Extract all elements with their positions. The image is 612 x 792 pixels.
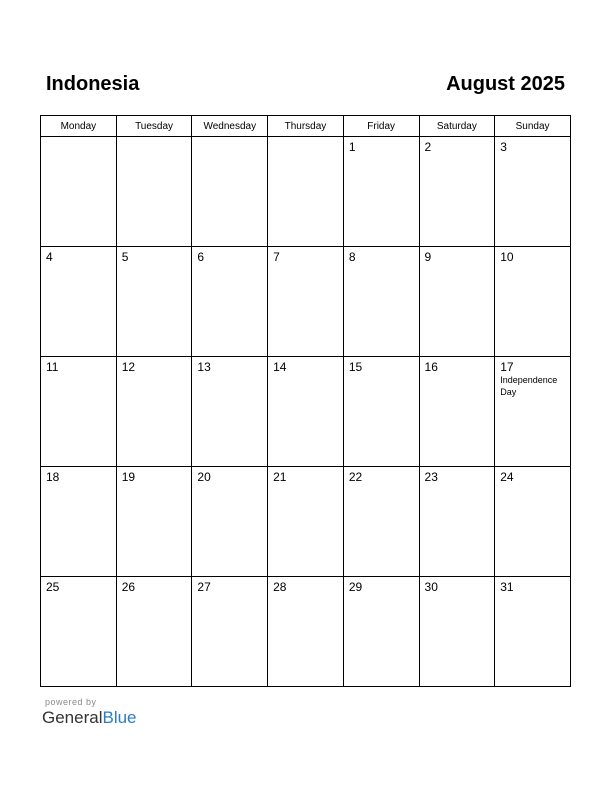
day-number: 31 bbox=[500, 580, 514, 594]
day-number: 7 bbox=[273, 250, 280, 264]
calendar-body bbox=[41, 137, 571, 687]
day-cell bbox=[116, 247, 192, 357]
day-number: 6 bbox=[197, 250, 205, 264]
day-number: 19 bbox=[121, 470, 136, 484]
weekday-header: Saturday bbox=[419, 116, 495, 137]
day-number: 11 bbox=[46, 360, 59, 374]
day-number: 27 bbox=[197, 580, 211, 594]
day-cell bbox=[419, 137, 495, 247]
weekday-header-row bbox=[41, 116, 571, 137]
day-number: 26 bbox=[121, 580, 136, 594]
weekday-header: Thursday bbox=[268, 116, 344, 137]
generalblue-logo bbox=[42, 707, 137, 729]
day-cell bbox=[116, 577, 192, 687]
day-number: 22 bbox=[348, 470, 363, 484]
day-number: 2 bbox=[424, 140, 432, 154]
day-cell bbox=[268, 247, 344, 357]
week-row bbox=[41, 137, 571, 247]
day-cell bbox=[495, 467, 571, 577]
day-cell bbox=[192, 577, 268, 687]
day-number: 18 bbox=[46, 470, 60, 484]
day-number: 23 bbox=[424, 470, 438, 484]
day-cell bbox=[41, 137, 117, 247]
day-cell bbox=[495, 247, 571, 357]
day-number: 4 bbox=[46, 250, 53, 264]
day-cell bbox=[495, 137, 571, 247]
day-cell bbox=[343, 577, 419, 687]
day-number bbox=[192, 137, 267, 140]
day-cell bbox=[41, 357, 117, 467]
day-cell bbox=[343, 467, 419, 577]
day-number: 20 bbox=[197, 470, 211, 484]
day-cell bbox=[268, 357, 344, 467]
day-number: 9 bbox=[424, 250, 432, 264]
weekday-header: Sunday bbox=[495, 116, 571, 137]
day-cell bbox=[419, 357, 495, 467]
day-number: 3 bbox=[500, 140, 507, 154]
day-cell bbox=[268, 137, 344, 247]
day-cell bbox=[41, 577, 117, 687]
day-number: 28 bbox=[273, 580, 287, 594]
day-cell bbox=[41, 467, 117, 577]
day-number: 21 bbox=[273, 470, 287, 484]
day-cell bbox=[192, 247, 268, 357]
week-row bbox=[41, 357, 571, 467]
day-number bbox=[117, 137, 192, 140]
page-title-month: August 2025 bbox=[446, 73, 565, 95]
day-cell bbox=[495, 357, 571, 467]
day-cell bbox=[192, 357, 268, 467]
weekday-header: Monday bbox=[41, 116, 117, 137]
day-number bbox=[41, 137, 116, 140]
day-number: 29 bbox=[348, 580, 363, 594]
day-number: 16 bbox=[424, 360, 438, 374]
day-number: 24 bbox=[500, 470, 514, 484]
day-cell bbox=[116, 137, 192, 247]
day-number: 13 bbox=[197, 360, 211, 374]
day-number bbox=[268, 137, 343, 140]
day-cell bbox=[419, 577, 495, 687]
day-number: 14 bbox=[273, 360, 287, 374]
day-cell bbox=[495, 577, 571, 687]
day-cell bbox=[343, 247, 419, 357]
day-number: 10 bbox=[500, 250, 514, 264]
logo-text-blue: Blue bbox=[102, 708, 137, 727]
day-number: 1 bbox=[348, 140, 356, 154]
day-cell bbox=[116, 357, 192, 467]
day-number: 30 bbox=[424, 580, 438, 594]
day-number: 12 bbox=[121, 360, 136, 374]
day-cell bbox=[343, 357, 419, 467]
logo-text-general: General bbox=[42, 708, 103, 727]
week-row bbox=[41, 577, 571, 687]
powered-by-text: powered by bbox=[45, 697, 97, 707]
week-row bbox=[41, 247, 571, 357]
day-number: 5 bbox=[121, 250, 129, 264]
holiday-label: Independence Day bbox=[500, 375, 558, 397]
day-cell bbox=[41, 247, 117, 357]
day-cell bbox=[419, 467, 495, 577]
calendar-grid bbox=[40, 115, 571, 687]
week-row bbox=[41, 467, 571, 577]
day-cell bbox=[268, 467, 344, 577]
weekday-header: Wednesday bbox=[192, 116, 268, 137]
page-title-country: Indonesia bbox=[46, 73, 140, 95]
day-cell bbox=[343, 137, 419, 247]
day-cell bbox=[116, 467, 192, 577]
day-number: 25 bbox=[46, 580, 60, 594]
day-number: 8 bbox=[348, 250, 356, 264]
day-cell bbox=[192, 467, 268, 577]
weekday-header: Friday bbox=[343, 116, 419, 137]
day-cell bbox=[419, 247, 495, 357]
weekday-header: Tuesday bbox=[116, 116, 192, 137]
day-cell bbox=[192, 137, 268, 247]
day-cell bbox=[268, 577, 344, 687]
day-number: 15 bbox=[348, 360, 363, 374]
day-number: 17 bbox=[500, 360, 514, 374]
